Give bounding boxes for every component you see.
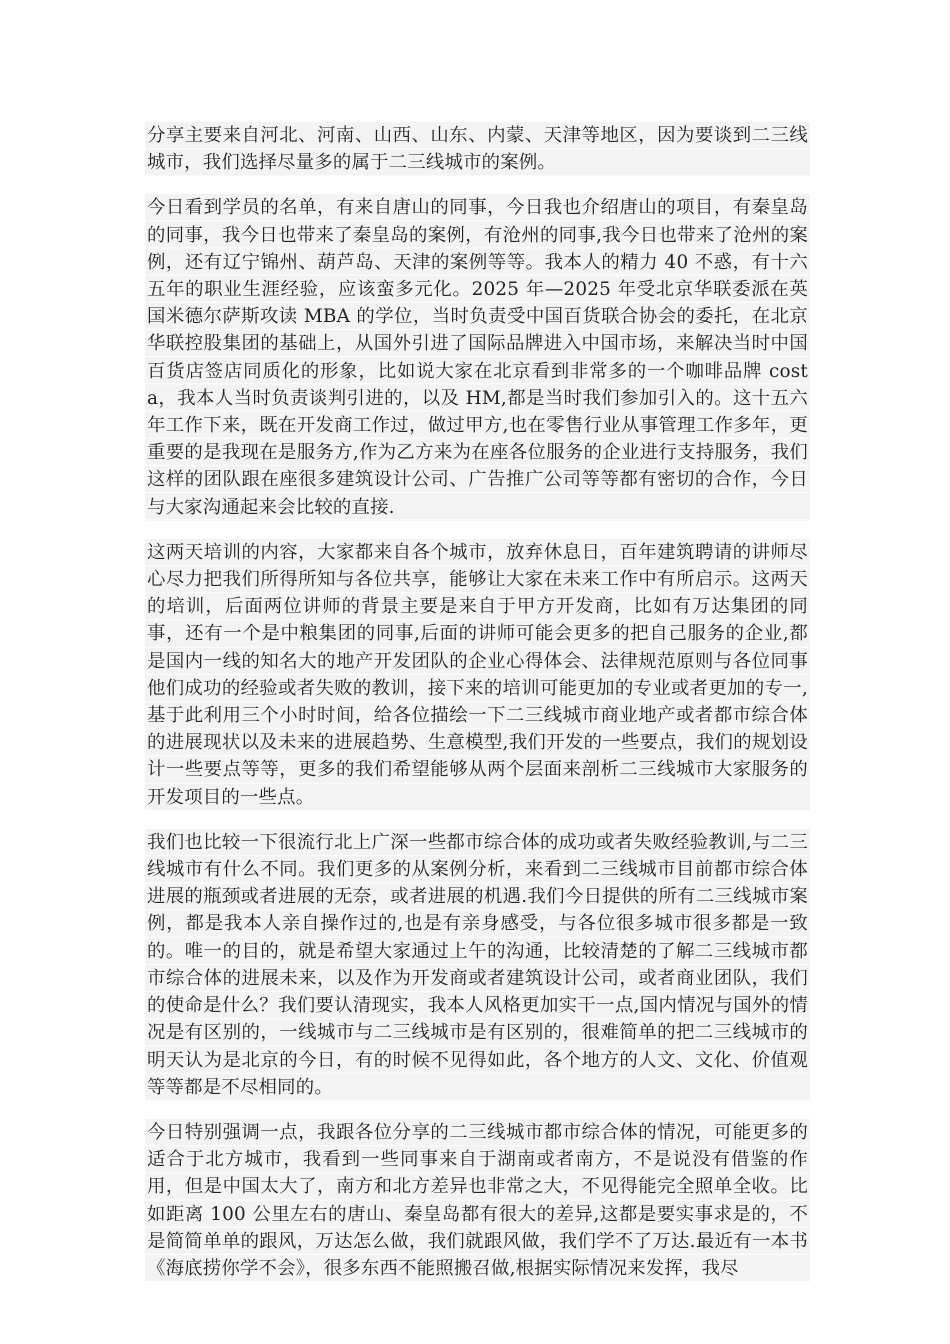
document-body: [145, 122, 810, 1300]
paragraph-2: 今日看到学员的名单，有来自唐山的同事，今日我也介绍唐山的项目，有秦皇岛的同事，我今日也带来了秦皇岛的案例，有沧州的同事,我今日也带来了沧州的案例，还有辽宁锦州、葫芦岛、天津的案例等等。我本人的精力 40 不惑，有十六五年的职业生涯经验，应该蛮多元化。2025 年—2025 年受北京华联委派在英国米德尔萨斯攻读 MBA 的学位，当时负责受中国百货联合协会的委托，在北京华联控股集团的基础上，从国外引进了国际品牌进入中国市场，来解决当时中国百货店签店同质化的形象，比如说大家在北京看到非常多的一个咖啡品牌 costa，我本人当时负责谈判引进的，以及 HM,都是当时我们参加引入的。这十五六年工作下来，既在开发商工作过，做过甲方,也在零售行业从事管理工作多年，更重要的是我现在是服务方,作为乙方来为在座各位服务的企业进行支持服务，我们这样的团队跟在座很多建筑设计公司、广告推广公司等等都有密切的合作，今日与大家沟通起来会比较的直接.: [145, 194, 810, 520]
paragraph-4: 我们也比较一下很流行北上广深一些都市综合体的成功或者失败经验教训,与二三线城市有什么不同。我们更多的从案例分析，来看到二三线城市目前都市综合体进展的瓶颈或者进展的无奈，或者进展的机遇.我们今日提供的所有二三线城市案例，都是我本人亲自操作过的,也是有亲身感受，与各位很多城市很多都是一致的。唯一的目的，就是希望大家通过上午的沟通，比较清楚的了解二三线城市都市综合体的进展未来，以及作为开发商或者建筑设计公司，或者商业团队，我们的使命是什么？我们要认清现实，我本人风格更加实干一点,国内情况与国外的情况是有区别的，一线城市与二三线城市是有区别的，很难简单的把二三线城市的明天认为是北京的今日，有的时候不见得如此，各个地方的人文、文化、价值观等等都是不尽相同的。: [145, 829, 810, 1101]
paragraph-1: 分享主要来自河北、河南、山西、山东、内蒙、天津等地区，因为要谈到二三线城市，我们选择尽量多的属于二三线城市的案例。: [145, 122, 810, 176]
paragraph-3: 这两天培训的内容，大家都来自各个城市，放弃休息日，百年建筑聘请的讲师尽心尽力把我们所得所知与各位共享，能够让大家在未来工作中有所启示。这两天的培训，后面两位讲师的背景主要是来自于甲方开发商，比如有万达集团的同事，还有一个是中粮集团的同事,后面的讲师可能会更多的把自己服务的企业,都是国内一线的知名大的地产开发团队的企业心得体会、法律规范原则与各位同事他们成功的经验或者失败的教训，接下来的培训可能更加的专业或者更加的专一,基于此利用三个小时时间，给各位描绘一下二三线城市商业地产或者都市综合体的进展现状以及未来的进展趋势、生意模型,我们开发的一些要点，我们的规划设计一些要点等等，更多的我们希望能够从两个层面来剖析二三线城市大家服务的开发项目的一些点。: [145, 539, 810, 811]
paragraph-5: 今日特别强调一点，我跟各位分享的二三线城市都市综合体的情况，可能更多的适合于北方城市，我看到一些同事来自于湖南或者南方，不是说没有借鉴的作用，但是中国太大了，南方和北方差异也非常之大，不见得能完全照单全收。比如距离 100 公里左右的唐山、秦皇岛都有很大的差异,这都是要实事求是的，不是简简单单的跟风，万达怎么做，我们就跟风做，我们学不了万达.最近有一本书《海底捞你学不会》，很多东西不能照搬召做,根据实际情况来发挥，我尽: [145, 1119, 810, 1282]
